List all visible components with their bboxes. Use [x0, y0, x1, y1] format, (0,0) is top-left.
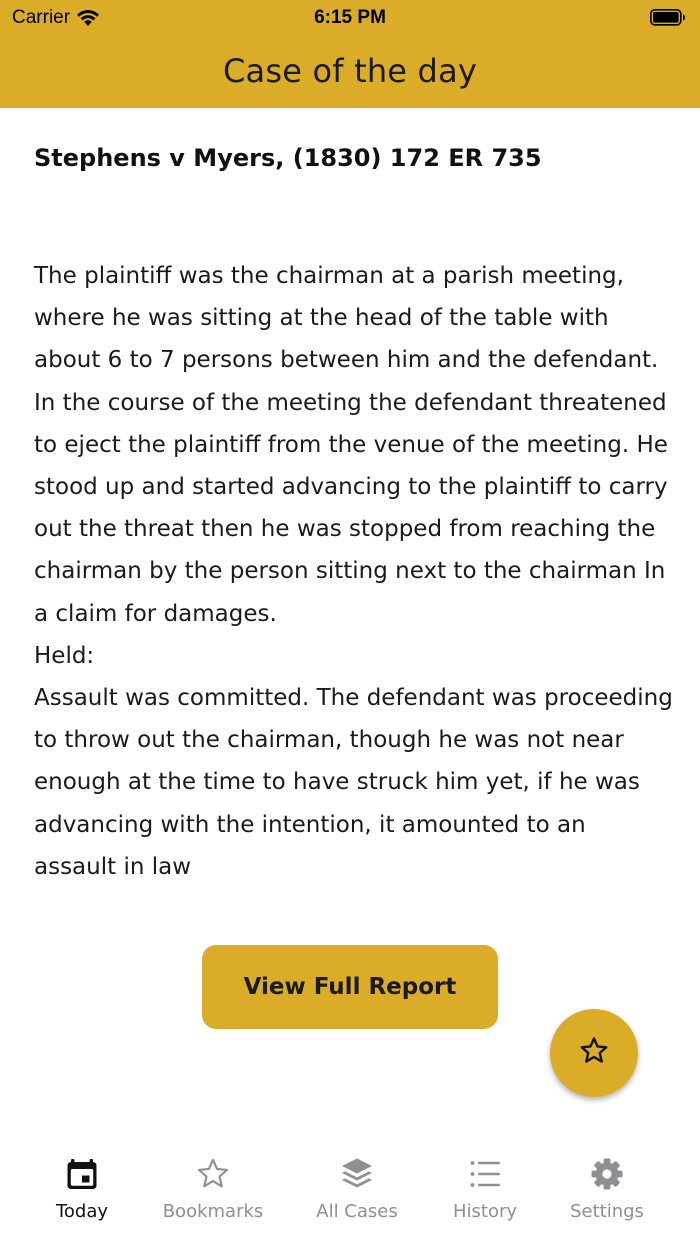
tab-all-cases[interactable]: [297, 1145, 417, 1235]
tab-bookmarks-label: Bookmarks: [162, 1201, 264, 1222]
case-summary: The plaintiff was the chairman at a parish meeting, where he was sitting at the head of the table with about 6 to 7 persons between him and the defendant. In the course of the meeting the defendant threatened to eject the plaintiff from the venue of the meeting. He stood up and started advancing to the plaintiff to carry out the threat then he was stopped from reaching the chairman by the person sitting next to the chairman In a claim for damages. Held: Assault was committed. The defendant was proceeding to throw out the chairman, though he was not near enough at the time to have struck him yet, if he was advancing with the intention, it amounted to an assault in law: [34, 263, 673, 880]
view-full-report-button[interactable]: View Full Report: [202, 945, 498, 1029]
battery-icon: [650, 9, 686, 26]
tab-settings-label: Settings: [570, 1201, 644, 1222]
tab-settings[interactable]: [547, 1145, 667, 1235]
list-icon: [468, 1157, 502, 1191]
tab-all-cases-label: All Cases: [316, 1201, 398, 1222]
carrier-label: Carrier: [12, 7, 71, 28]
page-title: Case of the day: [222, 52, 478, 90]
status-bar: [0, 0, 700, 36]
bookmark-fab-button[interactable]: [550, 1009, 638, 1097]
tab-bookmarks[interactable]: [153, 1145, 273, 1235]
status-time: 6:15 PM: [314, 7, 386, 28]
layers-icon: [340, 1157, 374, 1191]
tab-history[interactable]: [425, 1145, 545, 1235]
calendar-icon: [65, 1157, 99, 1191]
star-icon: [196, 1157, 230, 1191]
star-outline-icon: [578, 1035, 610, 1071]
case-title: Stephens v Myers, (1830) 172 ER 735: [34, 144, 542, 172]
tab-today[interactable]: [22, 1145, 142, 1235]
header-bar: [0, 0, 700, 108]
tab-bar: [0, 1145, 700, 1244]
gear-icon: [590, 1157, 624, 1191]
tab-history-label: History: [452, 1201, 518, 1222]
tab-today-label: Today: [55, 1201, 109, 1222]
